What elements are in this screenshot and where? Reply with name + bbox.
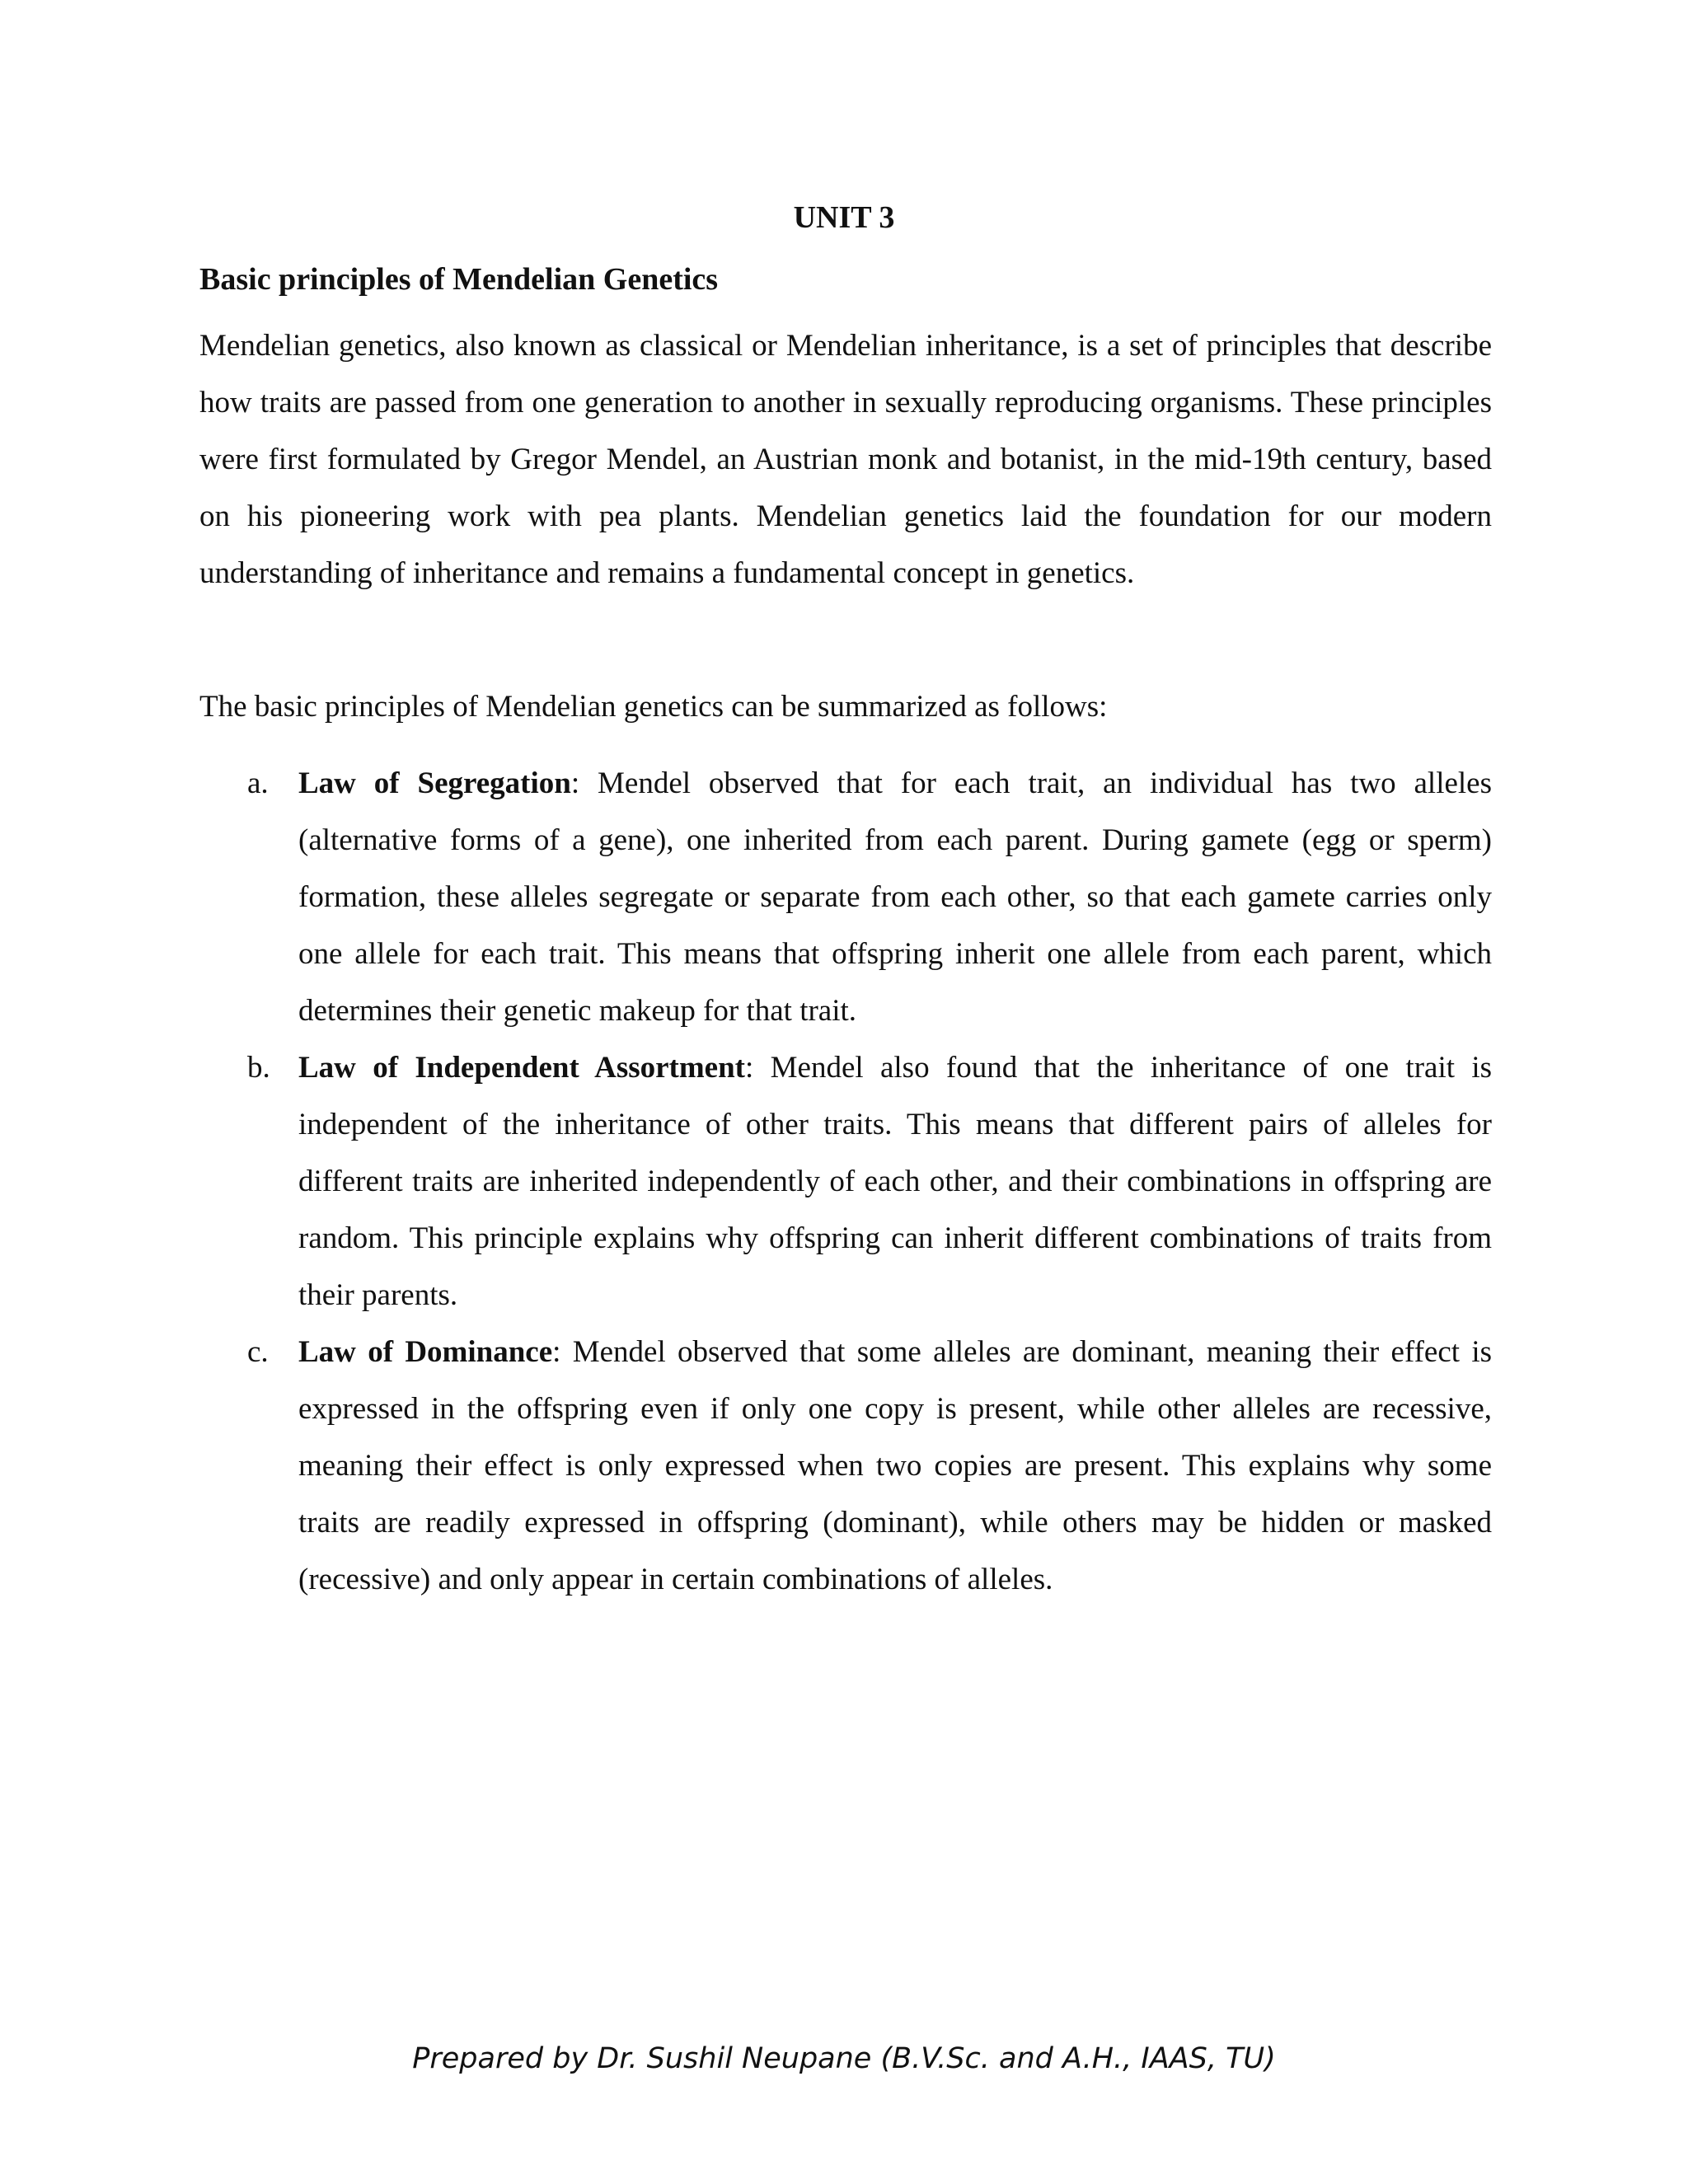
list-marker: c. <box>247 1335 269 1369</box>
intro-paragraph: Mendelian genetics, also known as classical or Mendelian inheritance, is a set of principles that describe how traits are passed from one generation to another in sexually reproducing organisms. These principles were first formulated by Gregor Mendel, an Austrian monk and botanist, in the mid-19th century, based on his pioneering work with pea plants. Mendelian genetics laid the foundation for our modern understanding of inheritance and remains a fundamental concept in genetics. <box>199 329 1492 590</box>
law-title: Law of Segregation <box>298 766 571 800</box>
list-marker: a. <box>247 766 269 800</box>
section-heading: Basic principles of Mendelian Genetics <box>199 262 719 297</box>
law-item-segregation <box>247 755 1492 1039</box>
law-description: : Mendel observed that for each trait, an individual has two alleles (alternative forms of a gene), one inherited from each parent. During gamete (egg or sperm) formation, these alleles segregate or separate from each other, so that each gamete carries only one allele for each trait. This means that offspring inherit one allele from each parent, which determines their genetic makeup for that trait. <box>298 766 1492 1028</box>
law-description: : Mendel also found that the inheritance of one trait is independent of the inheritance of other traits. This means that different pairs of alleles for different traits are inherited independently of each other, and their combinations in offspring are random. This principle explains why offspring can inherit different combinations of traits from their parents. <box>298 1051 1493 1312</box>
summary-sentence: The basic principles of Mendelian genetics can be summarized as follows: <box>199 690 1108 724</box>
list-marker: b. <box>247 1051 270 1085</box>
unit-title: UNIT 3 <box>793 200 895 235</box>
law-title: Law of Independent Assortment <box>298 1051 746 1085</box>
law-item-dominance <box>247 1324 1493 1608</box>
law-item-independent-assortment <box>247 1039 1493 1324</box>
page-footer: Prepared by Dr. Sushil Neupane (B.V.Sc. and A.H., IAAS, TU) <box>412 2042 1276 2075</box>
law-title: Law of Dominance <box>298 1335 553 1369</box>
laws-list <box>0 755 1688 1608</box>
law-description: : Mendel observed that some alleles are dominant, meaning their effect is expressed in the offspring even if only one copy is present, while other alleles are recessive, meaning their effect is only expressed when two copies are present. This explains why some traits are readily expressed in offspring (dominant), while others may be hidden or masked (recessive) and only appear in certain combinations of alleles. <box>298 1335 1493 1596</box>
